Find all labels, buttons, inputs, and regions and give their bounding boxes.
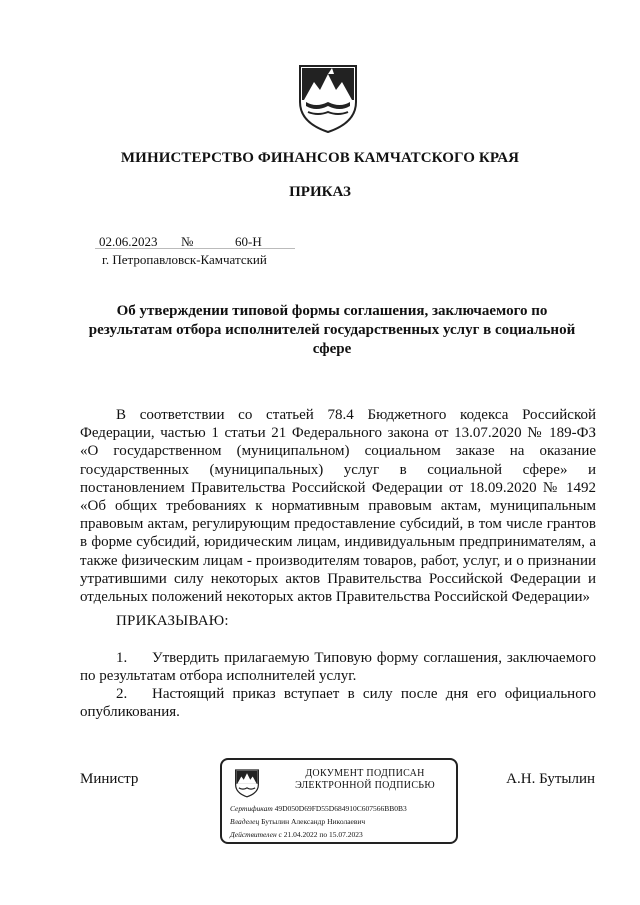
order-date: 02.06.2023: [99, 234, 158, 249]
owner-value: Бутылин Александр Николаевич: [261, 817, 366, 826]
validity-value: с 21.04.2022 по 15.07.2023: [278, 830, 363, 839]
stamp-owner: [230, 817, 365, 826]
order-word: ПРИКАЗЫВАЮ:: [116, 613, 229, 629]
list-item: [80, 649, 596, 686]
city: г. Петропавловск-Камчатский: [102, 252, 267, 267]
item-number: 1.: [116, 650, 128, 666]
stamp-emblem-icon: [234, 768, 260, 798]
item-text: Настоящий приказ вступает в силу после дня его официального опубликования.: [80, 686, 596, 721]
date-underline: [95, 248, 295, 249]
preamble-paragraph: В соответствии со статьей 78.4 Бюджетного кодекса Российской Федерации, частью 1 статьи 21 Федерального закона от 13.07.2020 № 189-ФЗ «О государственном (муниципальном) социальном заказе на оказание государственных (муниципальных) услуг в социальной сфере» и постановлением Правительства Российской Федерации от 18.09.2020 № 1492 «Об общих требованиях к нормативным правовым актам, муниципальным правовым актам, регулирующим предоставление субсидий, в том числе грантов в форме субсидий, юридическим лицам, индивидуальным предпринимателям, а также физическим лицам - производителям товаров, работ, услуг, и о признании утратившими силу некоторых актов Правительства Российской Федерации и отдельных положений некоторых актов Правительства Российской Федерации»: [80, 407, 596, 606]
item-number: 2.: [116, 686, 128, 702]
electronic-signature-stamp: [220, 758, 458, 844]
certificate-value: 49D050D69FD55D684910C607566BB0B3: [274, 804, 407, 813]
stamp-certificate: [230, 804, 407, 813]
signer-position: Министр: [80, 771, 139, 787]
item-text: Утвердить прилагаемую Типовую форму соглашения, заключаемого по результатам отбора исполнителей услуг.: [80, 650, 596, 685]
list-item: [80, 685, 596, 722]
certificate-label: Сертификат: [230, 804, 273, 813]
owner-label: Владелец: [230, 817, 260, 826]
document-type: ПРИКАЗ: [289, 184, 351, 200]
signer-name: А.Н. Бутылин: [506, 771, 595, 787]
kamchatka-emblem-icon: [296, 62, 360, 134]
ministry-name: МИНИСТЕРСТВО ФИНАНСОВ КАМЧАТСКОГО КРАЯ: [120, 150, 520, 166]
stamp-title-line: ЭЛЕКТРОННОЙ ПОДПИСЬЮ: [295, 780, 435, 791]
stamp-validity: [230, 830, 363, 839]
validity-label: Действителен: [230, 830, 277, 839]
stamp-title-line: ДОКУМЕНТ ПОДПИСАН: [305, 768, 425, 779]
document-title: Об утверждении типовой формы соглашения, заключаемого по результатам отбора исполнителей государственных услуг в социальной сфере: [88, 303, 576, 357]
order-number: 60-Н: [235, 234, 262, 249]
number-sign: №: [181, 234, 194, 249]
stamp-title: [282, 768, 448, 792]
